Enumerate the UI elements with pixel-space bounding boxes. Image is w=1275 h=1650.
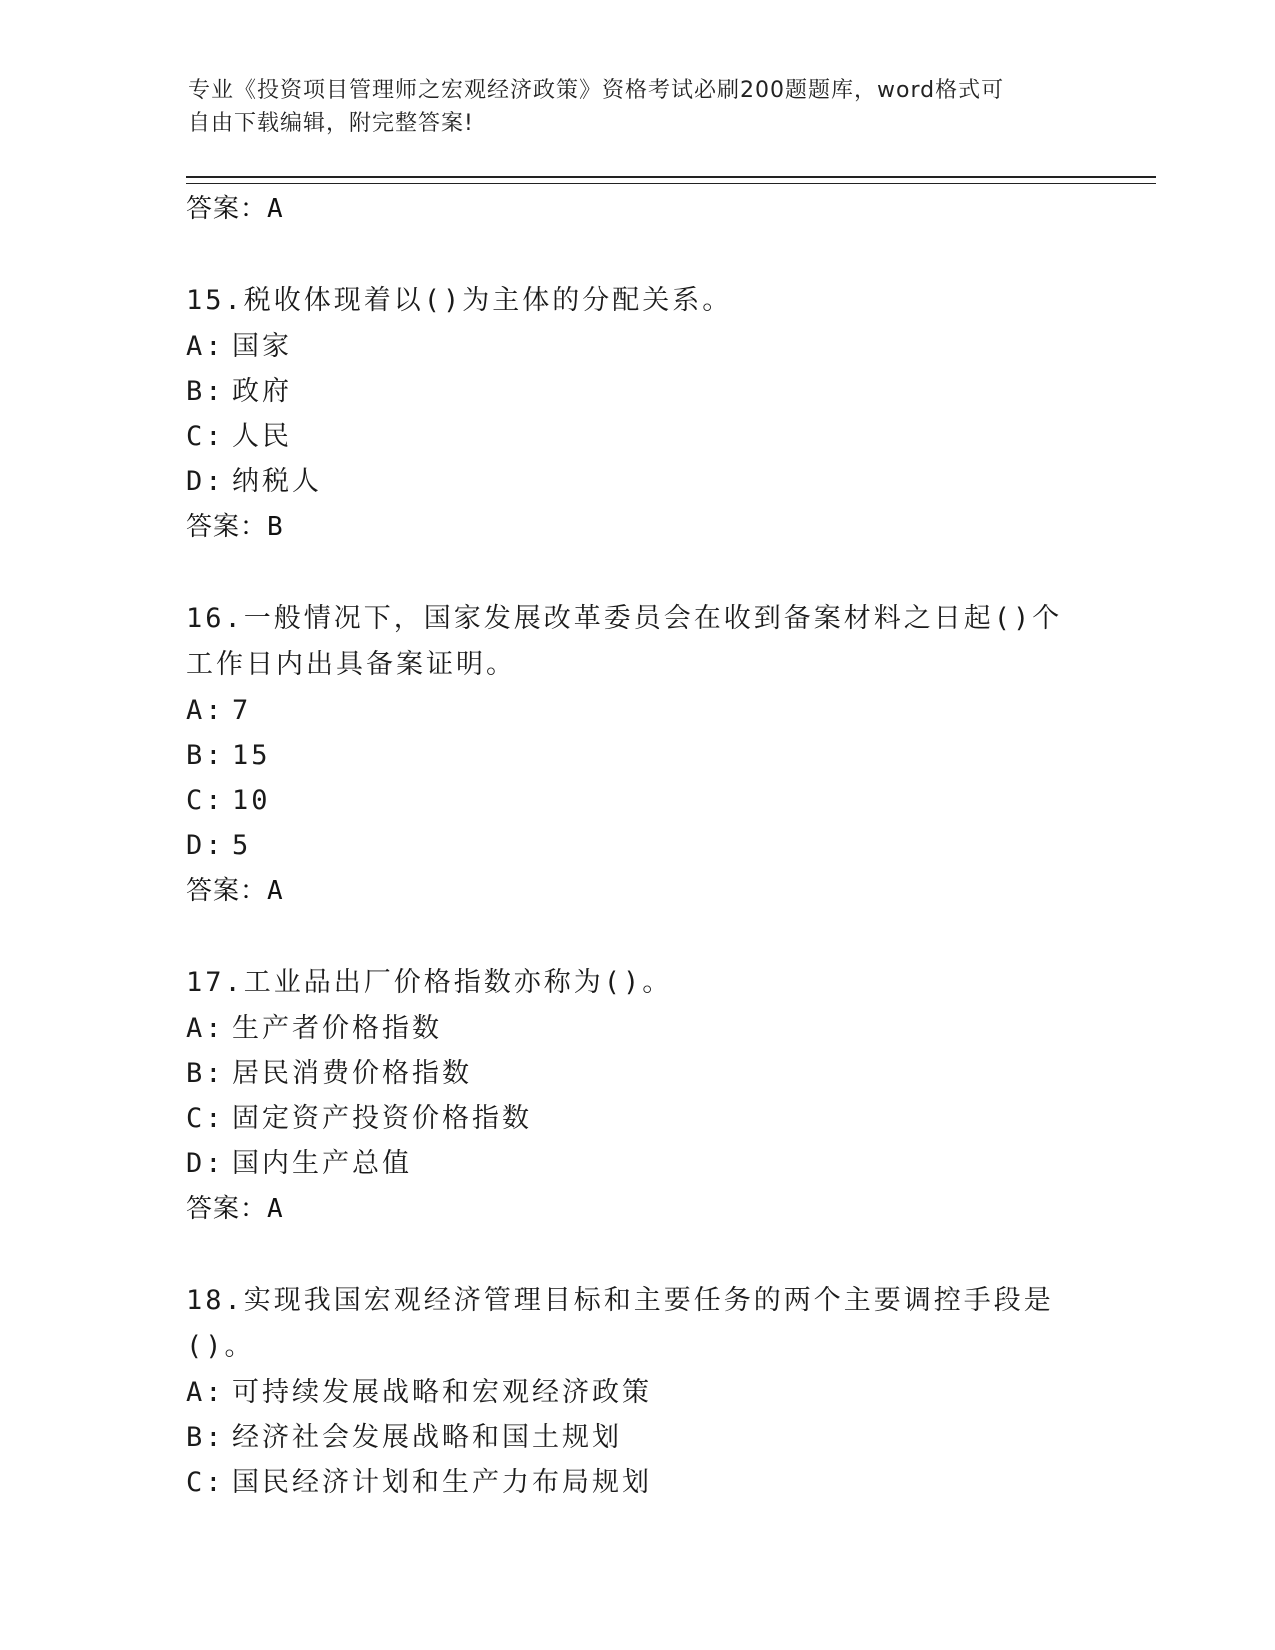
answer-line — [186, 186, 1086, 232]
option-text: 15 — [232, 740, 271, 771]
option-key: D: — [186, 466, 225, 497]
option-b — [186, 1051, 1086, 1096]
answer-line — [186, 504, 1086, 550]
option-text: 10 — [232, 785, 271, 816]
option-text: 政府 — [232, 376, 292, 407]
option-text: 国家 — [232, 331, 292, 362]
answer-line — [186, 868, 1086, 914]
option-key: B: — [186, 1422, 225, 1453]
option-text: 国民经济计划和生产力布局规划 — [232, 1467, 652, 1498]
answer-label: 答案： — [186, 194, 268, 224]
option-key: A: — [186, 695, 225, 726]
answer-label: 答案： — [186, 1194, 268, 1224]
option-c — [186, 414, 1086, 459]
option-c — [186, 1096, 1086, 1141]
answer-label: 答案： — [186, 876, 268, 906]
option-key: D: — [186, 830, 225, 861]
option-a — [186, 324, 1086, 369]
option-key: C: — [186, 1103, 225, 1134]
option-text: 7 — [232, 695, 252, 726]
option-key: C: — [186, 785, 225, 816]
option-text: 固定资产投资价格指数 — [232, 1103, 532, 1134]
option-text: 居民消费价格指数 — [232, 1058, 472, 1089]
option-d — [186, 823, 1086, 868]
option-b — [186, 1415, 1086, 1460]
option-key: A: — [186, 1013, 225, 1044]
option-key: D: — [186, 1148, 225, 1179]
option-c — [186, 778, 1086, 823]
answer-line — [186, 1186, 1086, 1232]
option-d — [186, 459, 1086, 504]
option-text: 纳税人 — [232, 466, 322, 497]
option-c — [186, 1460, 1086, 1505]
header-line-1: 专业《投资项目管理师之宏观经济政策》资格考试必刷200题题库，word格式可 — [188, 78, 1005, 103]
option-key: A: — [186, 1377, 225, 1408]
question-16 — [186, 596, 1086, 914]
option-text: 国内生产总值 — [232, 1148, 412, 1179]
question-text: 17.工业品出厂价格指数亦称为()。 — [186, 967, 673, 998]
option-text: 生产者价格指数 — [232, 1013, 442, 1044]
option-a — [186, 1006, 1086, 1051]
option-d — [186, 1141, 1086, 1186]
option-a — [186, 1370, 1086, 1415]
option-key: A: — [186, 331, 225, 362]
option-key: C: — [186, 421, 225, 452]
option-key: B: — [186, 376, 225, 407]
option-key: B: — [186, 1058, 225, 1089]
option-b — [186, 733, 1086, 778]
option-a — [186, 688, 1086, 733]
answer-value: B — [267, 512, 284, 542]
document-header — [188, 74, 1088, 140]
question-text: 15.税收体现着以()为主体的分配关系。 — [186, 285, 733, 316]
question-text: 18.实现我国宏观经济管理目标和主要任务的两个主要调控手段是()。 — [186, 1285, 1054, 1362]
answer-value: A — [267, 194, 284, 224]
question-17 — [186, 960, 1086, 1232]
option-text: 人民 — [232, 421, 292, 452]
question-text: 16.一般情况下，国家发展改革委员会在收到备案材料之日起()个工作日内出具备案证明。 — [186, 603, 1063, 680]
question-list — [186, 186, 1086, 1505]
answer-label: 答案： — [186, 512, 268, 542]
header-divider — [186, 176, 1156, 184]
question-15 — [186, 278, 1086, 550]
answer-value: A — [267, 876, 284, 906]
answer-value: A — [267, 1194, 284, 1224]
question-18 — [186, 1278, 1086, 1505]
option-b — [186, 369, 1086, 414]
header-line-2: 自由下载编辑，附完整答案! — [188, 111, 474, 136]
option-text: 5 — [232, 830, 252, 861]
option-key: C: — [186, 1467, 225, 1498]
option-key: B: — [186, 740, 225, 771]
option-text: 可持续发展战略和宏观经济政策 — [232, 1377, 652, 1408]
option-text: 经济社会发展战略和国土规划 — [232, 1422, 622, 1453]
